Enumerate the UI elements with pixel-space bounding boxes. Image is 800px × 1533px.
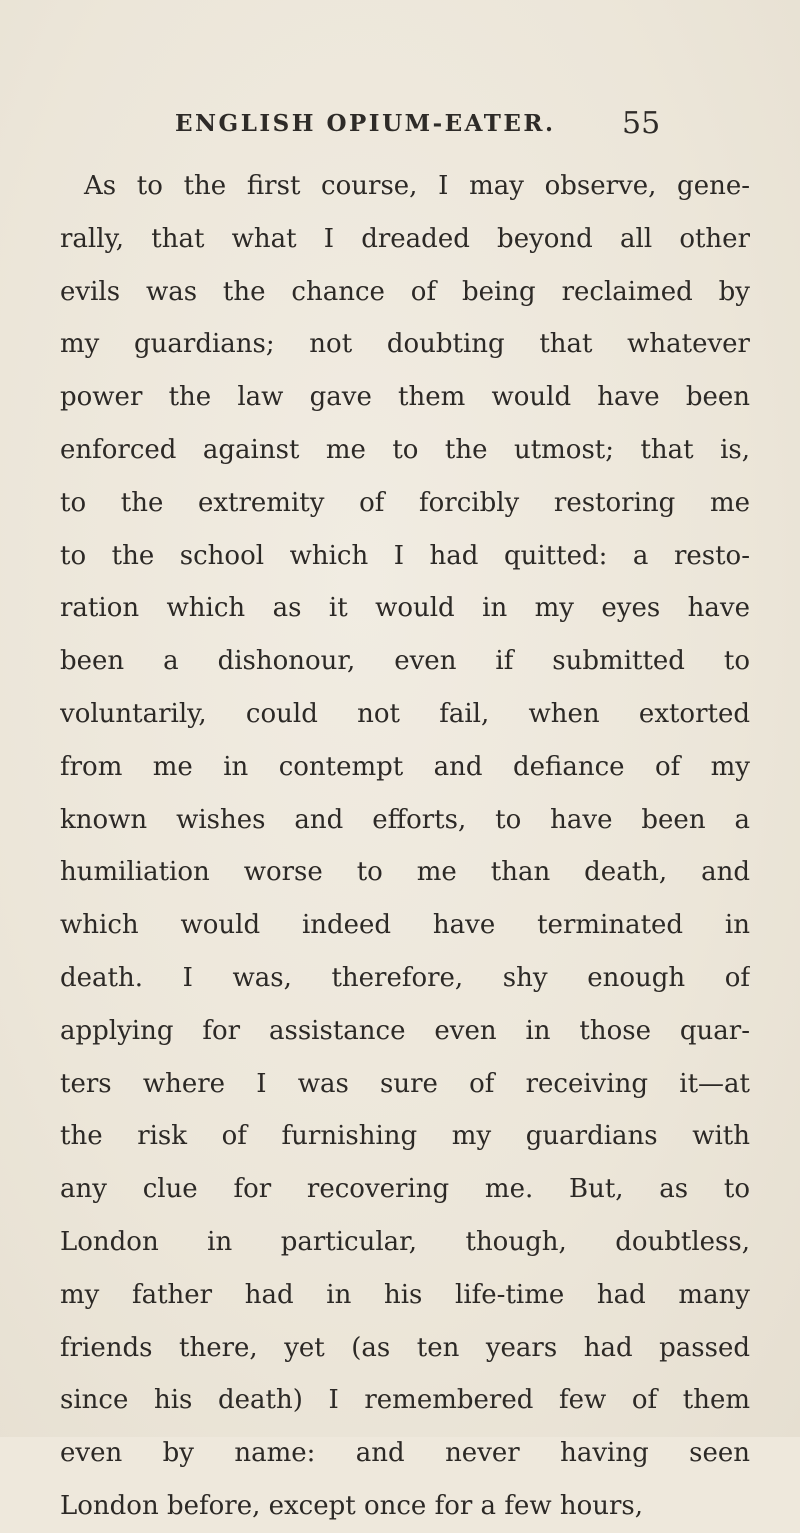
text-line: ters where I was sure of receiving it—at [60, 1068, 750, 1099]
page-number: 55 [622, 106, 661, 141]
text-line: evils was the chance of being reclaimed by [60, 276, 750, 307]
text-line: my guardians; not doubting that whatever [60, 329, 750, 360]
text-line: any clue for recovering me. But, as to [60, 1174, 750, 1205]
text-line: ration which as it would in my eyes have [60, 593, 750, 624]
text-line: known wishes and efforts, to have been a [60, 804, 750, 835]
text-line: which would indeed have terminated in [60, 910, 750, 941]
body-text [60, 160, 750, 1533]
text-line: London before, except once for a few hours, [60, 1490, 644, 1521]
text-line: humiliation worse to me than death, and [60, 857, 750, 888]
text-line: since his death) I remembered few of them [60, 1385, 750, 1416]
text-line: enforced against me to the utmost; that is, [60, 434, 750, 465]
text-line: rally, that what I dreaded beyond all other [60, 223, 750, 254]
text-line: voluntarily, could not fail, when extorted [60, 698, 750, 729]
text-line: from me in contempt and defiance of my [60, 751, 750, 782]
page-header [0, 108, 800, 148]
text-line: friends there, yet (as ten years had passed [60, 1332, 750, 1363]
text-line: applying for assistance even in those quar- [60, 1015, 750, 1046]
text-line: to the school which I had quitted: a resto- [60, 540, 750, 571]
text-line: London in particular, though, doubtless, [60, 1226, 750, 1257]
text-line: to the extremity of forcibly restoring me [60, 487, 750, 518]
running-head: ENGLISH OPIUM-EATER. [175, 110, 556, 137]
text-line: death. I was, therefore, shy enough of [60, 962, 750, 993]
text-line: even by name: and never having seen [60, 1438, 750, 1469]
text-line: my father had in his life-time had many [60, 1279, 750, 1310]
text-line: the risk of furnishing my guardians with [60, 1121, 750, 1152]
text-line: As to the first course, I may observe, gene- [84, 171, 750, 201]
text-line: power the law gave them would have been [60, 382, 750, 413]
text-line: been a dishonour, even if submitted to [60, 646, 750, 677]
